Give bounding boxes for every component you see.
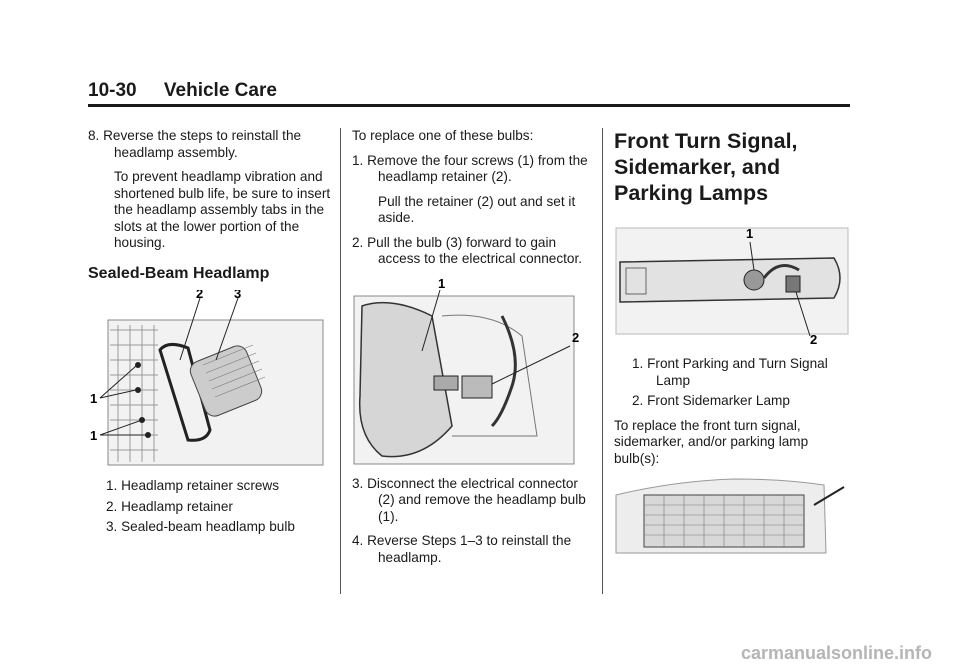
caption-1: 1. Headlamp retainer screws	[106, 478, 280, 493]
step-8-note: To prevent headlamp vibration and shortened bulb life, be sure to insert the headlamp assembly tabs in the slots at the lower portion of the housing.	[114, 169, 331, 250]
column-3	[614, 128, 854, 565]
intro-text: To replace one of these bulbs:	[352, 128, 534, 143]
sealed-beam-headlamp-figure	[88, 290, 328, 468]
column-divider-2	[602, 128, 603, 594]
sidemarker-bulb	[786, 276, 800, 292]
bulb-socket	[434, 376, 458, 390]
step-1-note: Pull the retainer (2) out and set it aside.	[378, 193, 576, 225]
fig-label-2: 2	[810, 332, 818, 346]
grille-figure	[614, 475, 850, 555]
step-2: 2. Pull the bulb (3) forward to gain access to the electrical connector.	[352, 234, 583, 266]
step-1: 1. Remove the four screws (1) from the headlamp retainer (2).	[352, 152, 588, 184]
caption-2: 2. Headlamp retainer	[106, 498, 233, 514]
fig-label-1: 1	[438, 275, 446, 291]
watermark: carmanualsonline.info	[740, 643, 932, 663]
lamp-assembly	[620, 258, 840, 302]
fig-label-3: 3	[234, 290, 242, 301]
column-1	[88, 128, 334, 540]
instruction-text: To replace the front turn signal, sidemarker, and/or parking lamp bulb(s):	[614, 417, 809, 466]
column-divider-1	[340, 128, 341, 594]
section-title: Vehicle Care	[163, 80, 277, 101]
parking-turn-bulb	[744, 270, 764, 290]
section-heading-front-turn-signal: Front Turn Signal, Sidemarker, and Parking Lamps	[614, 129, 798, 205]
fig-label-2: 2	[196, 290, 204, 301]
fig-label-2: 2	[572, 329, 580, 345]
step-8: 8. Reverse the steps to reinstall the headlamp assembly.	[88, 128, 302, 160]
step-4: 4. Reverse Steps 1–3 to reinstall the headlamp.	[352, 533, 572, 565]
front-lamp-figure	[614, 218, 850, 346]
subheading-sealed-beam: Sealed-Beam Headlamp	[88, 264, 270, 282]
electrical-connector	[462, 376, 492, 398]
caption-2: 2. Front Sidemarker Lamp	[632, 393, 790, 408]
step-3: 3. Disconnect the electrical connector (2) and remove the headlamp bulb (1).	[352, 475, 586, 524]
caption-1: 1. Front Parking and Turn Signal Lamp	[632, 356, 828, 388]
page-number: 10-30	[88, 80, 137, 101]
fig-label-1b: 1	[90, 428, 98, 443]
fig-label-1a: 1	[90, 391, 98, 406]
caption-3: 3. Sealed-beam headlamp bulb	[106, 519, 295, 534]
figure-captions-1	[88, 478, 334, 536]
fig-label-1: 1	[746, 226, 754, 241]
header-rule	[88, 104, 850, 107]
bulb-connector-figure	[352, 276, 584, 466]
figure-captions-3	[614, 356, 854, 410]
page-header	[88, 80, 277, 102]
column-2	[352, 128, 592, 574]
